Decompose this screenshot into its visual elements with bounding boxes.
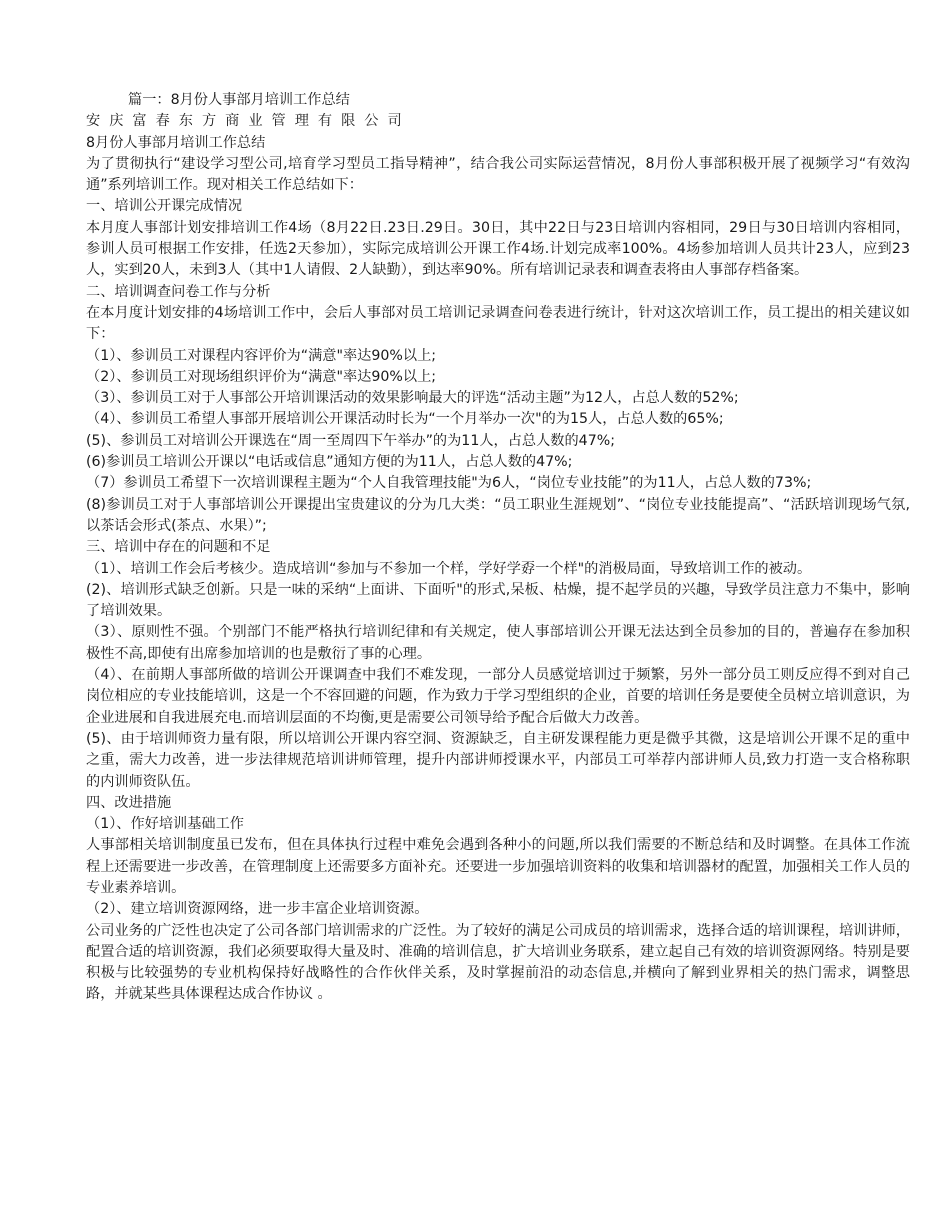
section-heading-3: 三、培训中存在的问题和不足 (86, 539, 271, 556)
list-item: (6)参训员工培训公开课以“电话或信息”通知方便的为11人，占总人数的47%; (86, 454, 573, 471)
document-heading: 篇一：8月份人事部月培训工作总结 (128, 92, 350, 108)
list-item: (2)、培训形式缺乏创新。只是一味的采纳“上面讲、下面听"的形式,呆板、枯燥，提不起学员的兴趣，导致学员注意力不集中，影响了培训效果。 (86, 581, 910, 620)
intro-paragraph: 为了贯彻执行“建设学习型公司,培育学习型员工指导精神”，结合我公司实际运营情况，8月份人事部积极开展了视频学习“有效沟通”系列培训工作。现对相关工作总结如下： (86, 155, 910, 194)
list-item: （2）、参训员工对现场组织评价为“满意"率达90%以上; (86, 368, 437, 385)
paragraph: 在本月度计划安排的4场培训工作中，会后人事部对员工培训记录调查问卷表进行统计，针对这次培训工作，员工提出的相关建议如下： (86, 304, 910, 343)
section-heading-1: 一、培训公开课完成情况 (86, 198, 243, 215)
list-item: （4）、参训员工希望人事部开展培训公开课活动时长为“一个月举办一次"的为15人，占总人数的65%; (86, 411, 724, 428)
section-heading-2: 二、培训调查问卷工作与分析 (86, 283, 271, 300)
list-item: （1）、培训工作会后考核少。造成培训“参加与不参加一个样，学好学孬一个样"的消极局面，导致培训工作的被动。 (86, 560, 812, 577)
paragraph: 人事部相关培训制度虽已发布，但在具体执行过程中难免会遇到各种小的问题,所以我们需要的不断总结和及时调整。在具体工作流程上还需要进一步改善，在管理制度上还需要多方面补充。还要进一步加强培训资料的收集和培训器材的配置，加强相关工作人员的专业素养培训。 (86, 837, 910, 896)
paragraph: 公司业务的广泛性也决定了公司各部门培训需求的广泛性。为了较好的满足公司成员的培训需求，选择合适的培训课程，培训讲师，配置合适的培训资源，我们必须要取得大量及时、准确的培训信息，扩大培训业务联系，建立起自己有效的培训资源网络。特别是要积极与比较强势的专业机构保持好战略性的合作伙伴关系，及时掌握前沿的动态信息,并横向了解到业界相关的热门需求，调整思路，并就某些具体课程达成合作协议 。 (86, 922, 910, 1003)
list-item: （7）参训员工希望下一次培训课程主题为“个人自我管理技能"为6人，“岗位专业技能”的为11人，占总人数的73%; (86, 475, 812, 492)
list-item: （3）、参训员工对于人事部公开培训课活动的效果影响最大的评选“活动主题”为12人，占总人数的52%; (86, 390, 739, 407)
sub-heading: （1）、作好培训基础工作 (86, 816, 244, 833)
list-item: (5)、参训员工对培训公开课选在“周一至周四下午举办”的为11人，占总人数的47%; (86, 432, 615, 449)
paragraph: 本月度人事部计划安排培训工作4场（8月22日.23日.29日。30日，其中22日与23日培训内容相同，29日与30日培训内容相同，参训人员可根据工作安排，任选2天参加），实际完成培训公开课工作4场.计划完成率100%。4场参加培训人员共计23人，应到23人，实到20人，未到3人（其中1人请假、2人缺勤），到达率90%。所有培训记录表和调查表将由人事部存档备案。 (86, 219, 910, 279)
list-item: （4）、在前期人事部所做的培训公开课调查中我们不难发现，一部分人员感觉培训过于频繁，另外一部分员工则反应得不到对自己岗位相应的专业技能培训，这是一个不容回避的问题，作为致力于学习型组织的企业，首要的培训任务是要使全员树立培训意识，为企业进展和自我进展充电.而培训层面的不均衡,更是需要公司领导给予配合后做大力改善。 (86, 667, 910, 726)
list-item: (5)、由于培训师资力量有限，所以培训公开课内容空洞、资源缺乏，自主研发课程能力更是微乎其微，这是培训公开课不足的重中之重，需大力改善，进一步法律规范培训讲师管理，提升内部讲师授课水平，内部员工可举荐内部讲师人员,致力打造一支合格称职的内训师资队伍。 (86, 730, 910, 790)
sub-heading: （2）、建立培训资源网络，进一步丰富企业培训资源。 (86, 901, 429, 918)
list-item: （1）、参训员工对课程内容评价为“满意"率达90%以上; (86, 347, 437, 364)
section-heading-4: 四、改进措施 (86, 794, 172, 811)
list-item: （3）、原则性不强。个别部门不能严格执行培训纪律和有关规定，使人事部培训公开课无法达到全员参加的目的，普遍存在参加积极性不高,即使有出席参加培训的也是敷衍了事的心理。 (86, 624, 910, 662)
document-title: 8月份人事部月培训工作总结 (86, 134, 266, 151)
company-name: 安庆富春东方商业管理有限公司 (86, 113, 411, 130)
list-item: (8)参训员工对于人事部培训公开课提出宝贵建议的分为几大类：“员工职业生涯规划”、“岗位专业技能提高”、“活跃培训现场气氛,以茶话会形式(茶点、水果）”; (86, 496, 910, 534)
